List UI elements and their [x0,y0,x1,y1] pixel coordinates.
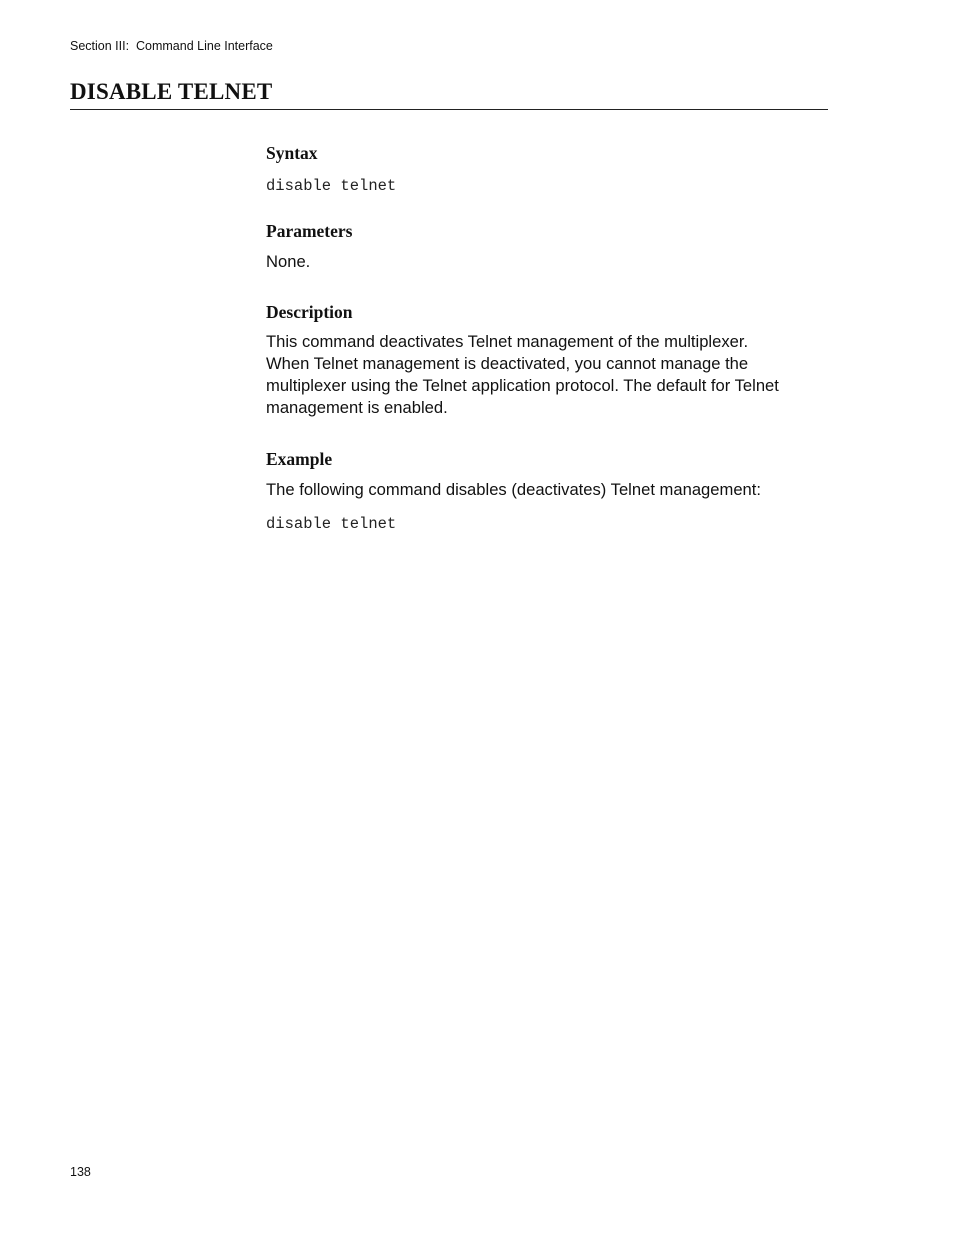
page-title: DISABLE TELNET [70,79,273,104]
page-number: 138 [70,1165,91,1179]
description-line: management is enabled. [266,398,448,417]
title-rule [70,109,828,110]
example-code: disable telnet [266,515,397,533]
parameters-text: None. [266,252,311,271]
description-line: multiplexer using the Telnet application protocol. The default for Telnet [266,376,779,395]
syntax-code: disable telnet [266,177,397,195]
description-line: This command deactivates Telnet management of the multiplexer. [266,332,749,351]
running-header: Section III: Command Line Interface [70,39,273,53]
description-paragraph [266,331,828,419]
syntax-heading: Syntax [266,143,318,163]
example-heading: Example [266,449,333,469]
description-line: When Telnet management is deactivated, you cannot manage the [266,354,749,373]
parameters-heading: Parameters [266,221,353,241]
description-heading: Description [266,302,353,322]
example-text: The following command disables (deactivates) Telnet management: [266,480,762,499]
